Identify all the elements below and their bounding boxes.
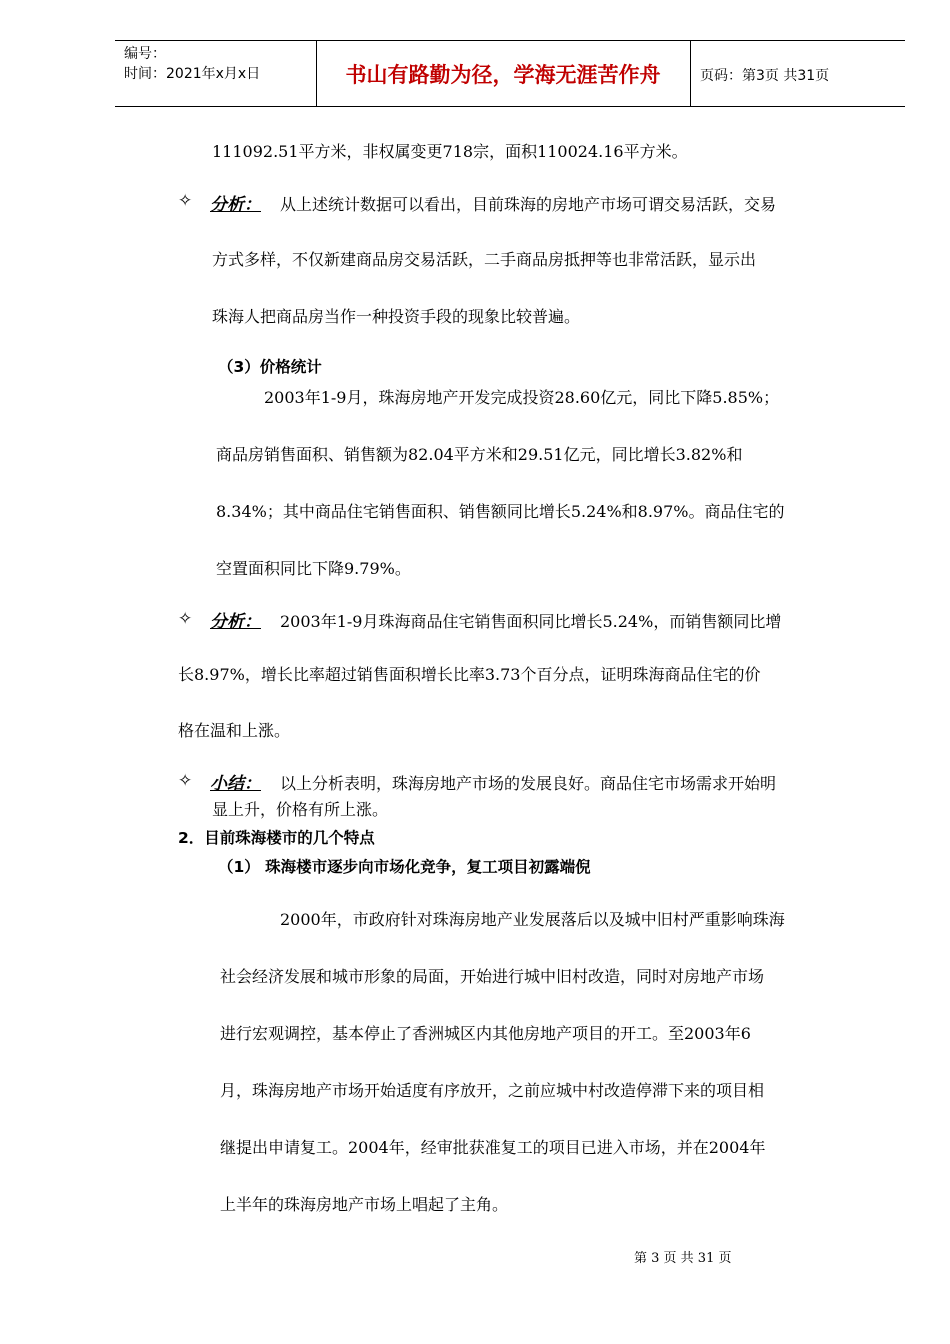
paragraph-line: 月，珠海房地产市场开始适度有序放开，之前应城中村改造停滞下来的项目相 — [220, 1081, 765, 1100]
subsection-heading: （1） 珠海楼市逐步向市场化竞争，复工项目初露端倪 — [218, 858, 591, 876]
price-text-line: 2003年1-9月，珠海房地产开发完成投资28.60亿元，同比下降5.85%； — [264, 388, 780, 407]
analysis-text-line: 珠海人把商品房当作一种投资手段的现象比较普遍。 — [212, 307, 581, 326]
price-text-line: 空置面积同比下降9.79%。 — [216, 559, 411, 578]
diamond-bullet-icon: ✧ — [178, 771, 193, 791]
page-footer: 第 3 页 共 31 页 — [634, 1251, 732, 1266]
header-time-label: 时间：2021年x月x日 — [124, 66, 261, 82]
analysis-label: 分析： — [210, 195, 261, 215]
header-divider-right — [690, 40, 691, 107]
analysis-label: 分析： — [210, 612, 261, 632]
analysis-text-line: 方式多样，不仅新建商品房交易活跃，二手商品房抵押等也非常活跃，显示出 — [212, 250, 757, 269]
paragraph-line: 社会经济发展和城市形象的局面，开始进行城中旧村改造，同时对房地产市场 — [220, 967, 765, 986]
header-motto: 书山有路勤为径，学海无涯苦作舟 — [345, 62, 661, 87]
paragraph-line: 继提出申请复工。2004年，经审批获准复工的项目已进入市场，并在2004年 — [220, 1138, 766, 1157]
header-number-label: 编号： — [124, 46, 166, 62]
diamond-bullet-icon: ✧ — [178, 191, 193, 211]
page-header — [115, 40, 905, 107]
analysis-text-line: 从上述统计数据可以看出，目前珠海的房地产市场可谓交易活跃，交易 — [280, 195, 777, 214]
price-text-line: 8.34%；其中商品住宅销售面积、销售额同比增长5.24%和8.97%。商品住宅的 — [216, 502, 785, 521]
paragraph-line: 2000年，市政府针对珠海房地产业发展落后以及城中旧村严重影响珠海 — [280, 910, 785, 929]
paragraph-line: 上半年的珠海房地产市场上唱起了主角。 — [220, 1195, 509, 1214]
summary-label: 小结： — [210, 774, 261, 794]
analysis-text-line: 2003年1-9月珠海商品住宅销售面积同比增长5.24%，而销售额同比增 — [280, 612, 782, 631]
price-section-heading: （3）价格统计 — [218, 358, 322, 376]
summary-text-line: 以上分析表明，珠海房地产市场的发展良好。商品住宅市场需求开始明 — [280, 774, 777, 793]
section-heading: 2．目前珠海楼市的几个特点 — [178, 829, 375, 847]
analysis-text-line: 格在温和上涨。 — [178, 721, 291, 740]
paragraph-line: 进行宏观调控，基本停止了香洲城区内其他房地产项目的开工。至2003年6 — [220, 1024, 751, 1043]
summary-text-line: 显上升，价格有所上涨。 — [212, 800, 389, 819]
text-line: 111092.51平方米，非权属变更718宗，面积110024.16平方米。 — [212, 142, 688, 161]
header-page-label: 页码：第3页 共31页 — [700, 68, 830, 84]
diamond-bullet-icon: ✧ — [178, 609, 193, 629]
price-text-line: 商品房销售面积、销售额为82.04平方米和29.51亿元，同比增长3.82%和 — [216, 445, 743, 464]
analysis-text-line: 长8.97%，增长比率超过销售面积增长比率3.73个百分点，证明珠海商品住宅的价 — [178, 665, 761, 684]
